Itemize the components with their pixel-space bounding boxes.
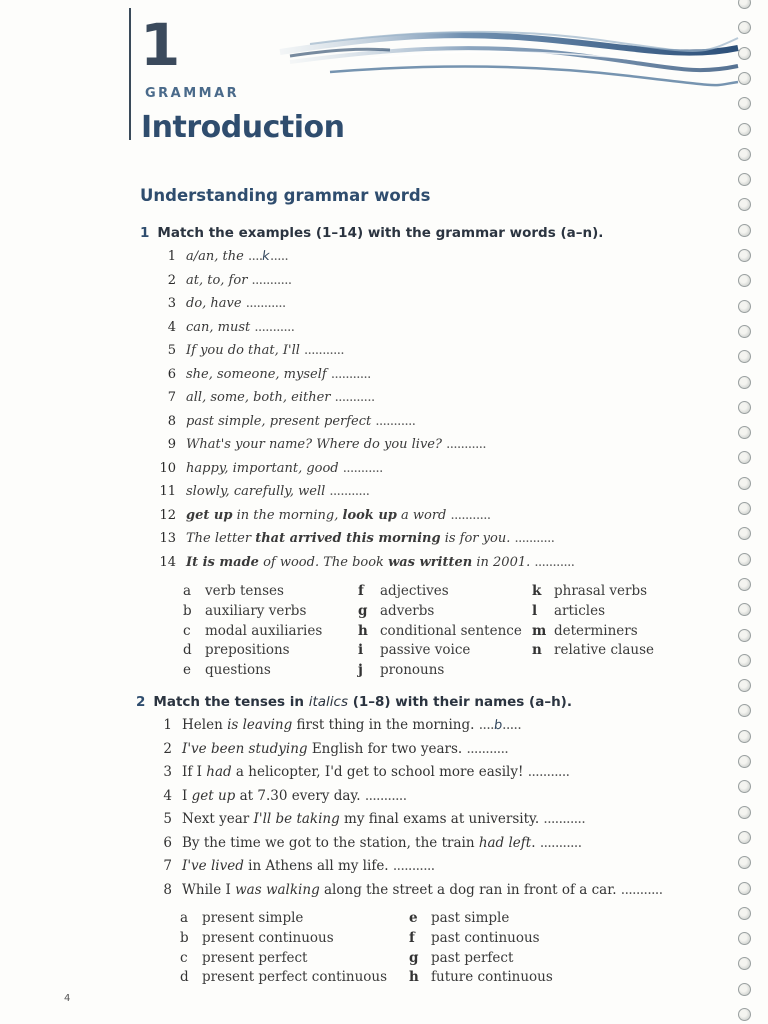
option-text: verb tenses xyxy=(205,583,284,599)
binding-ring xyxy=(738,983,751,996)
item-italic-text: get up xyxy=(191,787,236,804)
option-c xyxy=(180,948,307,968)
option-a xyxy=(183,581,284,601)
binding-ring xyxy=(738,198,751,211)
item-text: I xyxy=(182,787,192,804)
option-i xyxy=(358,640,470,660)
binding-ring xyxy=(738,527,751,540)
option-text: conditional sentence xyxy=(380,622,522,639)
list-item xyxy=(159,527,574,551)
answer-blank[interactable]: .... xyxy=(247,249,263,264)
item-number: 9 xyxy=(167,437,176,452)
option-letter: a xyxy=(183,583,192,599)
item-text: at 7.30 every day. xyxy=(235,787,365,804)
item-italic-text: I'll be taking xyxy=(253,811,340,827)
option-k xyxy=(532,581,647,601)
item-text: While I xyxy=(182,881,236,898)
option-h xyxy=(409,967,553,987)
option-letter: b xyxy=(183,602,192,619)
answer-blank[interactable]: ........... xyxy=(334,390,375,405)
item-text: all, some, both, either xyxy=(186,390,335,405)
option-e xyxy=(183,660,271,680)
option-f xyxy=(409,928,540,948)
item-text: is for you. xyxy=(440,531,515,546)
binding-ring xyxy=(738,831,751,844)
list-item xyxy=(163,808,663,832)
answer-blank[interactable]: ........... xyxy=(251,272,292,288)
handwritten-answer: k xyxy=(261,249,272,264)
answer-blank[interactable]: ........... xyxy=(392,858,435,874)
item-text: of wood. The book xyxy=(258,554,389,570)
answer-blank[interactable]: ........... xyxy=(466,740,509,757)
item-italic-text: I've been studying xyxy=(182,740,308,757)
option-text: present continuous xyxy=(202,929,334,946)
option-h xyxy=(358,621,522,641)
item-number: 12 xyxy=(159,507,176,523)
option-text: present perfect xyxy=(202,949,308,966)
option-letter: j xyxy=(358,662,363,679)
item-text: in Athens all my life. xyxy=(243,858,393,874)
binding-ring xyxy=(738,654,751,667)
list-item xyxy=(167,316,574,340)
item-text: The letter xyxy=(186,531,256,546)
option-letter: m xyxy=(532,622,547,639)
item-text: she, someone, myself xyxy=(186,366,331,382)
item-bold-text: get up xyxy=(186,507,233,523)
answer-blank[interactable]: ........... xyxy=(450,507,491,523)
answer-blank[interactable]: ........... xyxy=(527,764,570,780)
binding-ring xyxy=(738,0,751,9)
option-text: questions xyxy=(205,662,271,679)
item-text: If I xyxy=(182,764,207,780)
item-text: can, must xyxy=(186,319,255,335)
list-item xyxy=(167,363,574,387)
binding-ring xyxy=(738,780,751,793)
binding-ring xyxy=(738,578,751,591)
instruction-text: Match the examples (1–14) with the grammar words (a–n). xyxy=(157,225,604,241)
binding-ring xyxy=(738,553,751,566)
answer-blank[interactable]: ........... xyxy=(342,460,383,476)
list-item xyxy=(159,551,575,575)
item-text: do, have xyxy=(186,296,246,311)
answer-blank-tail: ..... xyxy=(502,717,522,733)
option-a xyxy=(180,908,303,928)
option-b xyxy=(183,601,306,621)
binding-ring xyxy=(738,755,751,768)
exercise-2-items xyxy=(163,714,663,902)
item-italic-text: had xyxy=(206,764,232,780)
answer-blank[interactable]: ........... xyxy=(304,343,344,358)
item-number: 2 xyxy=(167,272,176,288)
binding-ring xyxy=(738,274,751,287)
list-item xyxy=(167,433,574,457)
exercise-1-instruction xyxy=(140,225,603,241)
item-number: 11 xyxy=(159,484,176,499)
section-label: GRAMMAR xyxy=(145,86,240,101)
option-letter: k xyxy=(532,583,542,599)
option-text: past continuous xyxy=(431,929,540,946)
option-text: determiners xyxy=(554,622,638,639)
option-d xyxy=(180,967,387,987)
option-letter: g xyxy=(409,949,419,966)
option-c xyxy=(183,621,322,641)
answer-blank-tail: ..... xyxy=(270,249,289,264)
option-f xyxy=(358,581,449,601)
binding-ring xyxy=(738,477,751,490)
binding-ring xyxy=(738,376,751,389)
unit-number: 1 xyxy=(140,11,181,79)
binding-ring xyxy=(738,1008,751,1021)
option-letter: n xyxy=(532,642,542,659)
binding-ring xyxy=(738,72,751,85)
answer-blank[interactable]: ........... xyxy=(375,413,416,429)
item-bold-text: look up xyxy=(342,507,397,523)
item-number: 6 xyxy=(163,834,172,851)
subheading: Understanding grammar words xyxy=(140,186,431,205)
option-text: articles xyxy=(554,602,606,619)
page-number: 4 xyxy=(64,993,71,1004)
list-item xyxy=(163,879,663,903)
option-text: auxiliary verbs xyxy=(205,602,307,619)
item-number: 14 xyxy=(159,554,176,570)
binding-ring xyxy=(738,704,751,717)
option-letter: f xyxy=(409,929,415,946)
list-item xyxy=(163,785,663,809)
item-text: Helen xyxy=(182,717,228,733)
item-text: a word xyxy=(396,507,451,523)
option-letter: h xyxy=(358,622,368,639)
option-e xyxy=(409,908,509,928)
list-item xyxy=(163,714,663,738)
list-item xyxy=(167,339,574,363)
binding-ring xyxy=(738,806,751,819)
list-item xyxy=(163,855,663,879)
answer-blank[interactable]: ........... xyxy=(330,366,371,382)
item-number: 7 xyxy=(163,858,172,874)
decorative-swirl-banner xyxy=(270,20,740,100)
item-number: 2 xyxy=(163,740,172,757)
answer-blank[interactable]: ........... xyxy=(329,484,370,499)
option-text: adjectives xyxy=(380,583,449,599)
item-number: 3 xyxy=(163,764,172,780)
binding-ring xyxy=(738,123,751,136)
option-letter: a xyxy=(180,910,189,926)
option-g xyxy=(358,601,434,621)
instruction-text-pre: Match the tenses in xyxy=(153,694,309,710)
item-number: 1 xyxy=(167,249,176,264)
binding-ring xyxy=(738,224,751,237)
spiral-binding xyxy=(732,0,760,1024)
exercise-number: 2 xyxy=(136,694,146,710)
binding-ring xyxy=(738,97,751,110)
binding-ring xyxy=(738,249,751,262)
item-text: What's your name? Where do you live? xyxy=(186,437,447,452)
binding-ring xyxy=(738,451,751,464)
item-italic-text: is leaving xyxy=(227,717,293,733)
option-text: passive voice xyxy=(380,642,471,659)
binding-ring xyxy=(738,679,751,692)
option-text: future continuous xyxy=(431,969,553,986)
binding-ring xyxy=(738,173,751,186)
binding-ring xyxy=(738,325,751,338)
binding-ring xyxy=(738,882,751,895)
option-b xyxy=(180,928,334,948)
option-letter: h xyxy=(409,969,419,986)
binding-ring xyxy=(738,957,751,970)
item-text: along the street a dog ran in front of a car. xyxy=(319,881,621,898)
item-number: 10 xyxy=(159,460,176,476)
option-letter: c xyxy=(183,622,191,639)
option-text: past simple xyxy=(431,910,510,926)
binding-ring xyxy=(738,426,751,439)
item-bold-text: It is made xyxy=(186,554,259,570)
option-m xyxy=(532,621,638,641)
item-number: 4 xyxy=(163,787,172,804)
option-letter: g xyxy=(358,602,368,619)
item-text: . xyxy=(531,834,540,851)
option-text: past perfect xyxy=(431,949,514,966)
item-text: English for two years. xyxy=(307,740,467,757)
option-text: adverbs xyxy=(380,602,435,619)
item-bold-text: was written xyxy=(388,554,473,570)
answer-blank[interactable]: ........... xyxy=(534,554,575,570)
option-text: present perfect continuous xyxy=(202,969,388,986)
binding-ring xyxy=(738,603,751,616)
exercise-2-instruction xyxy=(136,694,572,710)
binding-ring xyxy=(738,907,751,920)
option-l xyxy=(532,601,605,621)
answer-blank[interactable]: ........... xyxy=(620,881,663,898)
item-bold-text: that arrived this morning xyxy=(255,531,441,546)
option-text: present simple xyxy=(202,910,304,926)
item-number: 6 xyxy=(167,366,176,382)
answer-blank[interactable]: ........... xyxy=(446,437,487,452)
binding-ring xyxy=(738,350,751,363)
item-number: 13 xyxy=(159,531,176,546)
item-number: 7 xyxy=(167,390,176,405)
item-italic-text: was walking xyxy=(235,881,320,898)
option-letter: d xyxy=(180,969,189,986)
item-text: If you do that, I'll xyxy=(186,343,305,358)
option-j xyxy=(358,660,444,680)
binding-ring xyxy=(738,502,751,515)
answer-blank[interactable]: ........... xyxy=(514,531,555,546)
instruction-text-post: (1–8) with their names (a–h). xyxy=(348,694,572,710)
item-text: By the time we got to the station, the train xyxy=(182,834,479,851)
answer-blank[interactable]: ........... xyxy=(254,319,295,335)
handwritten-answer: b xyxy=(492,718,504,733)
list-item xyxy=(163,761,663,785)
item-text: at, to, for xyxy=(186,272,252,288)
option-text: prepositions xyxy=(205,642,290,659)
answer-blank[interactable]: ........... xyxy=(364,787,407,804)
item-number: 5 xyxy=(163,811,172,827)
list-item xyxy=(167,269,574,293)
list-item xyxy=(163,832,663,856)
item-text: first thing in the morning. xyxy=(292,717,479,733)
item-italic-text: I've lived xyxy=(182,858,244,874)
item-text: a helicopter, I'd get to school more easily! xyxy=(231,764,528,780)
binding-ring xyxy=(738,21,751,34)
binding-ring xyxy=(738,401,751,414)
option-text: relative clause xyxy=(554,642,654,659)
item-number: 4 xyxy=(167,319,176,335)
option-text: modal auxiliaries xyxy=(205,622,323,639)
item-number: 8 xyxy=(167,413,176,429)
option-letter: e xyxy=(183,662,191,679)
option-text: phrasal verbs xyxy=(554,583,648,599)
list-item xyxy=(159,504,574,528)
binding-ring xyxy=(738,629,751,642)
item-number: 8 xyxy=(163,881,172,898)
binding-ring xyxy=(738,932,751,945)
item-italic-text: had left xyxy=(478,834,532,851)
option-letter: d xyxy=(183,642,192,659)
binding-ring xyxy=(738,856,751,869)
option-letter: b xyxy=(180,929,189,946)
list-item xyxy=(167,292,574,316)
binding-ring xyxy=(738,47,751,60)
item-text: past simple, present perfect xyxy=(186,413,376,429)
header-rule xyxy=(129,8,131,140)
item-text: Next year xyxy=(182,811,254,827)
exercise-number: 1 xyxy=(140,225,150,241)
option-g xyxy=(409,948,513,968)
page-title: Introduction xyxy=(141,110,345,145)
option-letter: i xyxy=(358,642,364,659)
option-letter: c xyxy=(180,949,188,966)
list-item xyxy=(167,386,574,410)
list-item xyxy=(159,480,574,504)
list-item xyxy=(159,457,574,481)
option-letter: e xyxy=(409,910,418,926)
answer-blank[interactable]: .... xyxy=(478,717,494,733)
binding-ring xyxy=(738,148,751,161)
option-d xyxy=(183,640,290,660)
binding-ring xyxy=(738,300,751,313)
item-number: 5 xyxy=(167,343,176,358)
item-text: in the morning, xyxy=(232,507,343,523)
instruction-text-italic: italics xyxy=(308,694,349,710)
exercise-1-items xyxy=(159,245,575,574)
option-text: pronouns xyxy=(380,662,445,679)
answer-blank[interactable]: ........... xyxy=(543,811,586,827)
list-item xyxy=(167,410,574,434)
option-n xyxy=(532,640,654,660)
binding-ring xyxy=(738,730,751,743)
list-item xyxy=(163,738,663,762)
item-text: my final exams at university. xyxy=(339,811,544,827)
answer-blank[interactable]: ........... xyxy=(539,834,582,851)
item-text: happy, important, good xyxy=(186,460,343,476)
item-text: in 2001. xyxy=(472,554,535,570)
option-letter: f xyxy=(358,583,364,599)
list-item xyxy=(167,245,574,269)
item-text: a/an, the xyxy=(186,249,248,264)
item-text: slowly, carefully, well xyxy=(186,484,330,499)
item-number: 1 xyxy=(163,717,172,733)
answer-blank[interactable]: ........... xyxy=(245,296,286,311)
item-number: 3 xyxy=(167,296,176,311)
option-letter: l xyxy=(532,602,538,619)
